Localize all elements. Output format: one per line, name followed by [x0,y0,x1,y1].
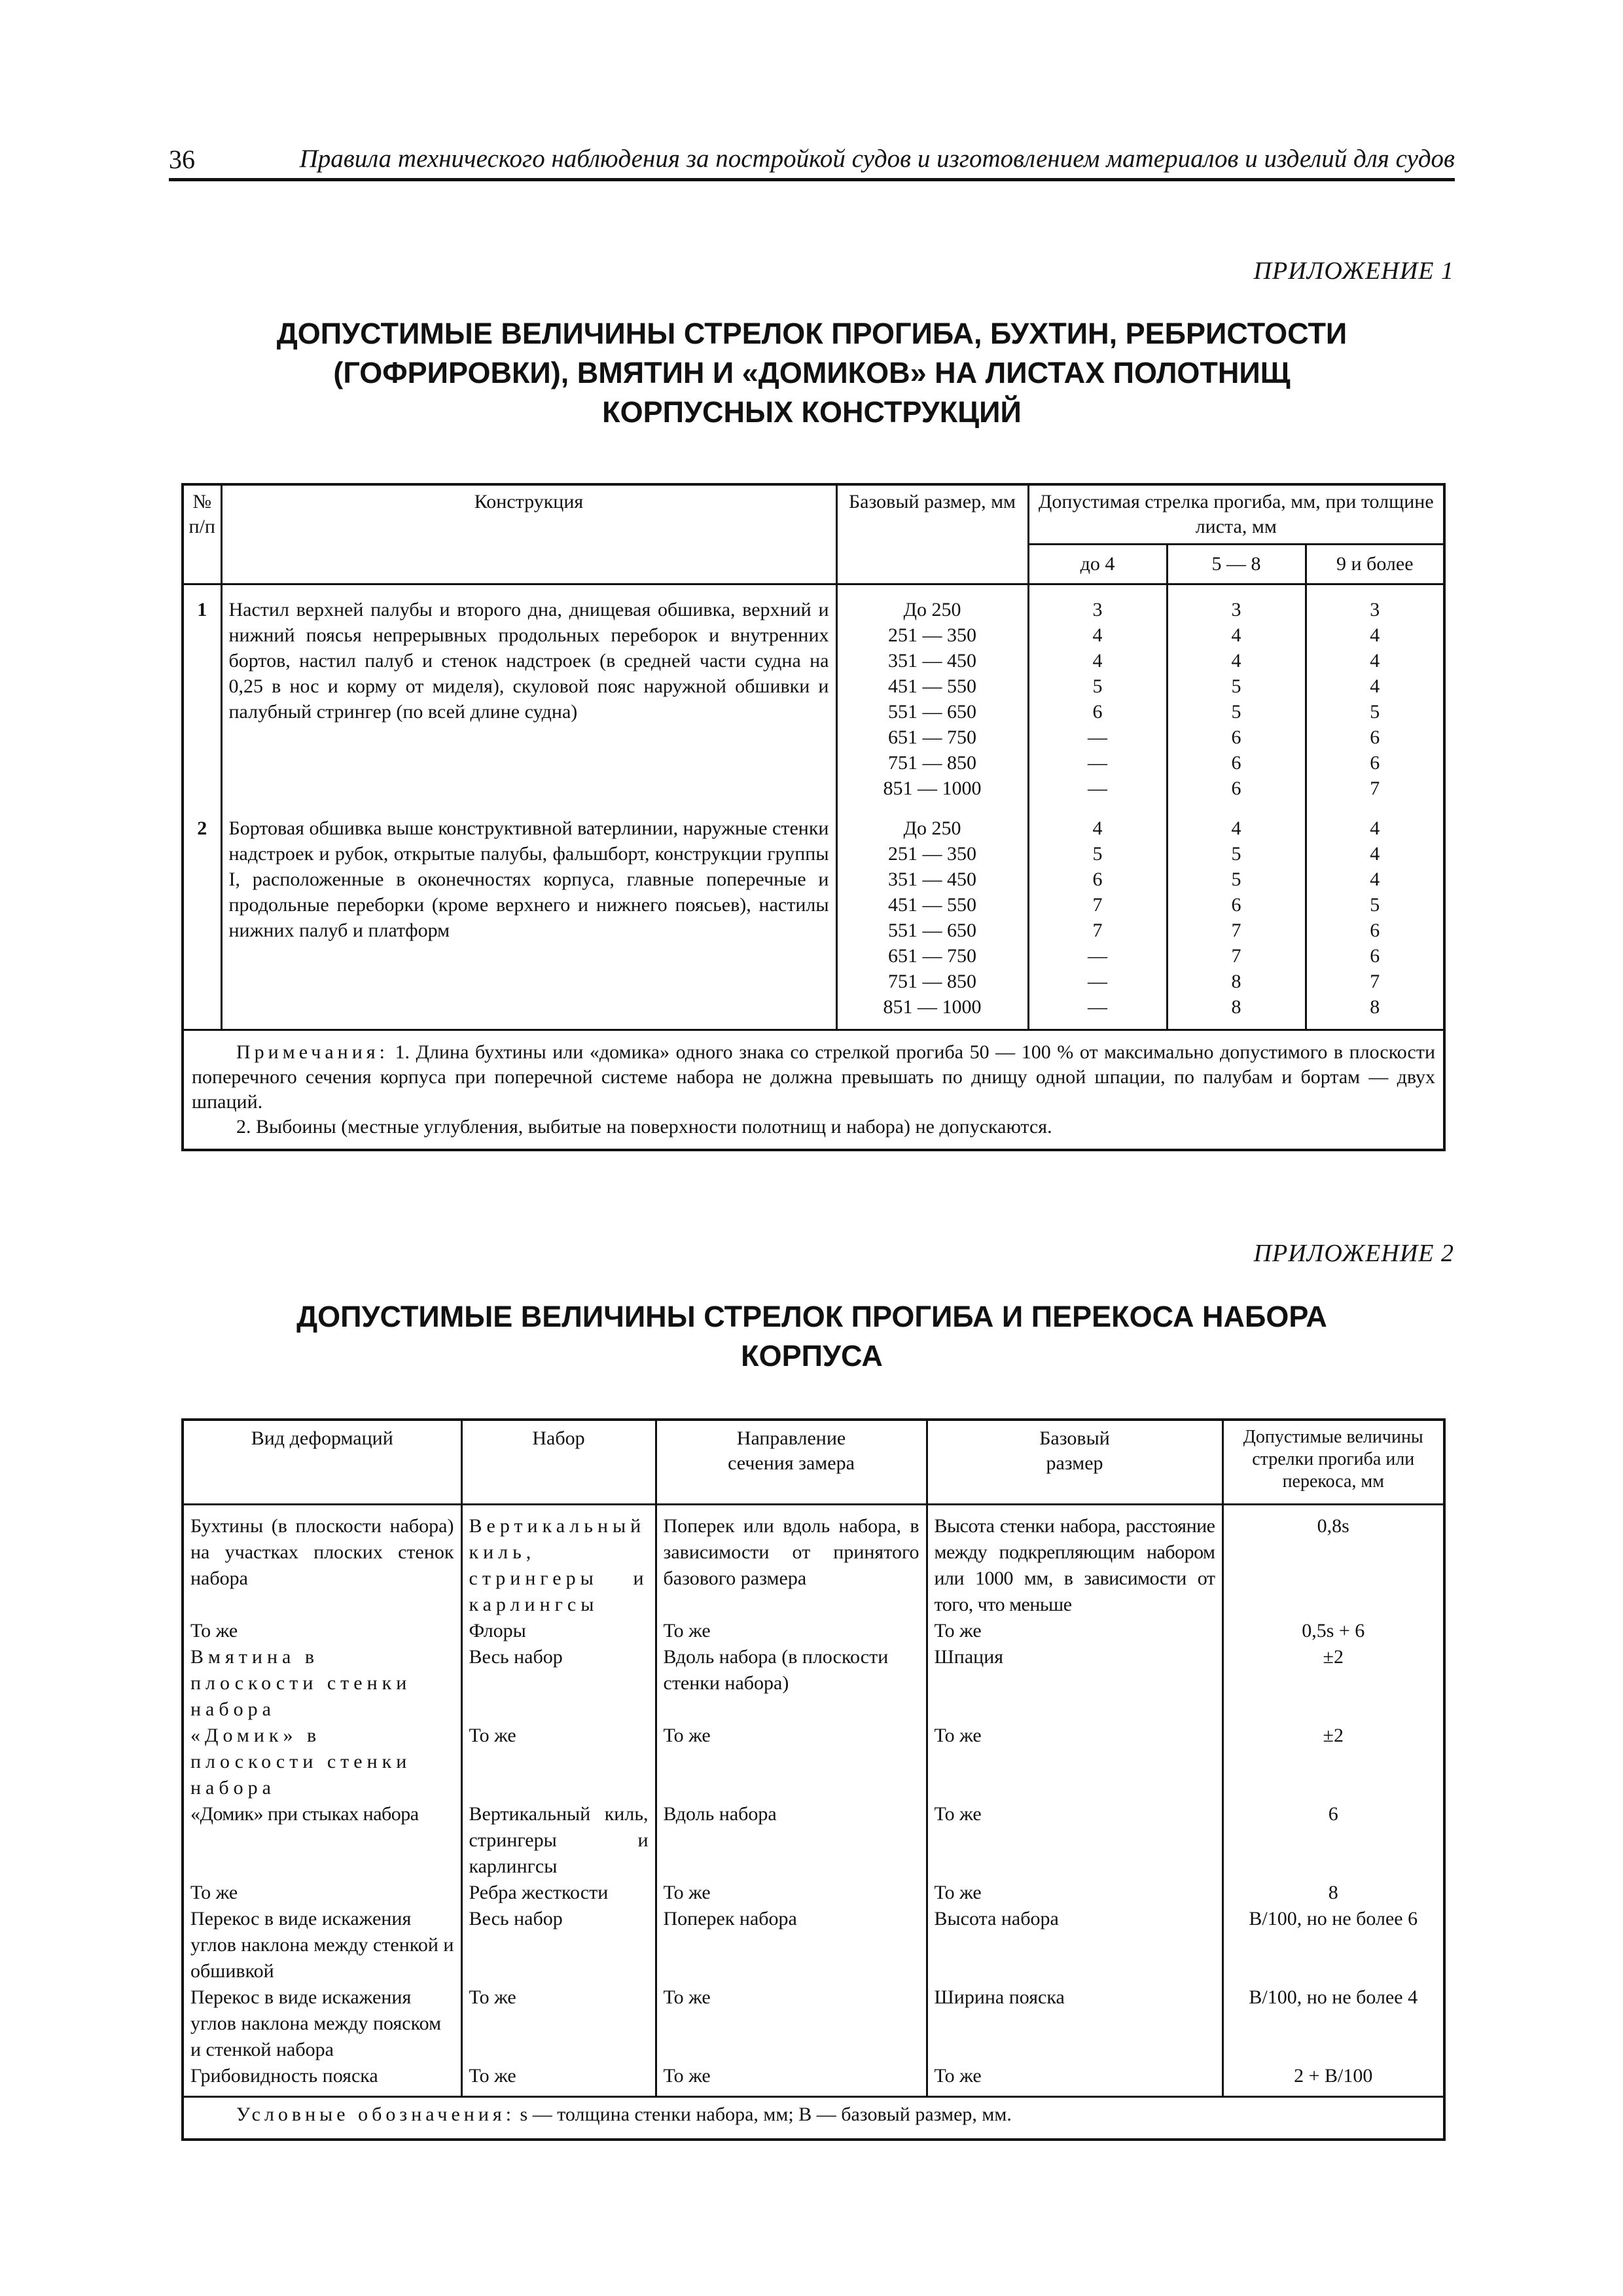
frame-cell: Вертикальный киль, стрингеры и карлингсы [461,1801,656,1880]
construction-text: Настил верхней палубы и второго дна, днищевая обшивка, верхний и нижний поясья непрерывных продольных переборок и внутренних бортов, настил палуб и стенок надстроек (в средней части судна на 0,25 в нос и корму от миделя), скуловой пояс наружной обшивки и палубный стрингер (по всей длине судна) [221,584,836,802]
base-size-list [836,584,1028,802]
header-frame: Набор [461,1420,656,1505]
cell-value: 4 [1370,817,1380,839]
header-thickness: 5 — 8 [1167,545,1306,584]
frame-cell: Ребра жесткости [461,1880,656,1906]
cell-value: — [1088,778,1107,799]
thickness-col-2 [1167,801,1306,1030]
table-row [183,1984,1444,2063]
appendix-2-title [169,1297,1455,1376]
cell-value: 651 — 750 [888,945,976,967]
value-cell: 0,8s [1222,1505,1444,1619]
header-base-size: Базовый размер, мм [836,484,1028,584]
cell-value: 4 [1370,843,1380,865]
deflection-table [181,483,1446,1151]
notes-label: Примечания: [236,1041,389,1063]
value-cell: B/100, но не более 6 [1222,1906,1444,1984]
cell-value: 7 [1092,894,1103,916]
header-allowed-values: Допустимые величины стрелки прогиба или перекоса, мм [1222,1420,1444,1505]
cell-value: 4 [1370,624,1380,646]
table-row [183,1505,1444,1619]
value-cell: 6 [1222,1801,1444,1880]
table-row [183,1618,1444,1644]
appendix-2-label: ПРИЛОЖЕНИЕ 2 [1253,1240,1454,1267]
table-notes [183,1030,1444,1151]
cell-value: 7 [1370,778,1380,799]
thickness-col-1 [1028,801,1167,1030]
note-1 [192,1040,1435,1115]
appendix-1-title [169,314,1455,432]
legend-label: Условные обозначения: [236,2104,516,2125]
cell-value: 5 [1231,675,1241,697]
value-cell: ±2 [1222,1644,1444,1723]
deformation-cell: То же [183,1880,461,1906]
appendix-1-title-line: ДОПУСТИМЫЕ ВЕЛИЧИНЫ СТРЕЛОК ПРОГИБА, БУХТИН, РЕБРИСТОСТИ [276,317,1347,350]
base-cell: Высота стенки набора, расстояние между подкрепляющим набором или 1000 мм, в зависимости от того, что меньше [927,1505,1222,1619]
cell-value: 4 [1370,869,1380,890]
table-row [183,1880,1444,1906]
base-cell: То же [927,1618,1222,1644]
header-construction: Конструкция [221,484,836,584]
cell-value: 251 — 350 [888,624,976,646]
cell-value: 4 [1231,624,1241,646]
table-row [183,2063,1444,2097]
base-cell: Ширина пояска [927,1984,1222,2063]
header-thickness: 9 и более [1306,545,1444,584]
frame-cell: Весь набор [461,1906,656,1984]
appendix-1-title-line: КОРПУСНЫХ КОНСТРУКЦИЙ [602,395,1022,429]
header-base-size: Базовый размер [927,1420,1222,1505]
cell-value: 5 [1370,701,1380,723]
frame-cell: Флоры [461,1618,656,1644]
deformation-cell: То же [183,1618,461,1644]
value-cell: ±2 [1222,1723,1444,1801]
value-cell: 8 [1222,1880,1444,1906]
frame-cell: То же [461,1723,656,1801]
cell-value: До 250 [903,817,961,839]
frame-cell: Вертикальный киль, стрингеры и карлингсы [461,1505,656,1619]
base-cell: Высота набора [927,1906,1222,1984]
table-row [183,801,1444,1030]
cell-value: 851 — 1000 [883,996,982,1018]
deformation-cell: Перекос в виде искажения углов наклона между стенкой и обшивкой [183,1906,461,1984]
cell-value: — [1088,971,1107,992]
frame-cell: То же [461,2063,656,2097]
cell-value: 3 [1092,599,1103,620]
cell-value: 451 — 550 [888,675,976,697]
thickness-col-1 [1028,584,1167,802]
base-cell: То же [927,2063,1222,2097]
thickness-col-2 [1167,584,1306,802]
cell-value: 3 [1231,599,1241,620]
table-row [183,1906,1444,1984]
running-title: Правила технического наблюдения за постройкой судов и изготовлением материалов и изделий для судов [299,145,1455,173]
cell-value: 5 [1231,843,1241,865]
cell-value: — [1088,945,1107,967]
direction-cell: То же [656,1618,927,1644]
table-row [183,1723,1444,1801]
cell-value: 4 [1231,650,1241,672]
base-cell: То же [927,1723,1222,1801]
cell-value: — [1088,996,1107,1018]
cell-value: 251 — 350 [888,843,976,865]
cell-value: 4 [1092,624,1103,646]
frame-cell: То же [461,1984,656,2063]
note-2-text: 2. Выбоины (местные углубления, выбитые на поверхности полотнищ и набора) не допускаются. [236,1116,1052,1138]
direction-cell: То же [656,1984,927,2063]
cell-value: 751 — 850 [888,752,976,774]
cell-value: 5 [1370,894,1380,916]
cell-value: 4 [1370,650,1380,672]
direction-cell: Вдоль набора [656,1801,927,1880]
deformation-cell: Вмятина в плоскости стенки набора [183,1644,461,1723]
cell-value: 851 — 1000 [883,778,982,799]
frame-deformation-table [181,1418,1446,2141]
cell-value: 6 [1370,752,1380,774]
value-cell: 2 + B/100 [1222,2063,1444,2097]
note-1-text: 1. Длина бухтины или «домика» одного знака со стрелкой прогиба 50 — 100 % от максимально допустимого в плоскости поперечного сечения корпуса при поперечной системе набора не должна превышать по днищу одной шпации, по палубам и бортам — двух шпаций. [192,1041,1436,1113]
appendix-1-label: ПРИЛОЖЕНИЕ 1 [1253,257,1454,285]
cell-value: 6 [1231,752,1241,774]
cell-value: 8 [1370,996,1380,1018]
value-cell: B/100, но не более 4 [1222,1984,1444,2063]
cell-value: — [1088,752,1107,774]
cell-value: 5 [1092,675,1103,697]
cell-value: До 250 [903,599,961,620]
table-legend [183,2097,1444,2140]
deformation-cell: «Домик» при стыках набора [183,1801,461,1880]
cell-value: 7 [1231,945,1241,967]
base-cell: То же [927,1801,1222,1880]
cell-value: 8 [1231,996,1241,1018]
cell-value: 6 [1370,920,1380,941]
cell-value: 8 [1231,971,1241,992]
direction-cell: То же [656,1880,927,1906]
header-deformation: Вид деформаций [183,1420,461,1505]
table-row [183,1644,1444,1723]
legend-text: s — толщина стенки набора, мм; B — базовый размер, мм. [520,2104,1012,2125]
direction-cell: То же [656,2063,927,2097]
cell-value: 6 [1370,945,1380,967]
cell-value: 7 [1370,971,1380,992]
cell-value: 5 [1231,701,1241,723]
base-cell: То же [927,1880,1222,1906]
cell-value: 351 — 450 [888,869,976,890]
header-num: № п/п [183,484,221,584]
cell-value: 5 [1092,843,1103,865]
cell-value: 451 — 550 [888,894,976,916]
row-number: 1 [183,584,221,802]
cell-value: — [1088,726,1107,748]
cell-value: 351 — 450 [888,650,976,672]
page-number: 36 [169,145,195,174]
table-row [183,584,1444,802]
row-number: 2 [183,801,221,1030]
cell-value: 5 [1231,869,1241,890]
cell-value: 751 — 850 [888,971,976,992]
appendix-2-title-line: ДОПУСТИМЫЕ ВЕЛИЧИНЫ СТРЕЛОК ПРОГИБА И ПЕРЕКОСА НАБОРА [296,1300,1327,1333]
frame-cell: Весь набор [461,1644,656,1723]
appendix-1-title-line: (ГОФРИРОВКИ), ВМЯТИН И «ДОМИКОВ» НА ЛИСТАХ ПОЛОТНИЩ [333,356,1291,389]
cell-value: 6 [1231,778,1241,799]
direction-cell: Вдоль набора (в плоскости стенки набора) [656,1644,927,1723]
cell-value: 4 [1231,817,1241,839]
appendix-2-title-line: КОРПУСА [741,1339,883,1372]
note-2 [192,1115,1435,1139]
cell-value: 3 [1370,599,1380,620]
deformation-cell: Грибовидность пояска [183,2063,461,2097]
deformation-cell: «Домик» в плоскости стенки набора [183,1723,461,1801]
direction-cell: То же [656,1723,927,1801]
base-cell: Шпация [927,1644,1222,1723]
cell-value: 7 [1092,920,1103,941]
cell-value: 7 [1231,920,1241,941]
cell-value: 551 — 650 [888,920,976,941]
value-cell: 0,5s + 6 [1222,1618,1444,1644]
cell-value: 4 [1092,817,1103,839]
cell-value: 6 [1092,701,1103,723]
base-size-list [836,801,1028,1030]
cell-value: 551 — 650 [888,701,976,723]
header-direction: Направление сечения замера [656,1420,927,1505]
deformation-cell: Бухтины (в плоскости набора) на участках плоских стенок набора [183,1505,461,1619]
header-thickness: до 4 [1028,545,1167,584]
cell-value: 6 [1092,869,1103,890]
cell-value: 6 [1370,726,1380,748]
cell-value: 651 — 750 [888,726,976,748]
table-row [183,1801,1444,1880]
construction-text: Бортовая обшивка выше конструктивной ватерлинии, наружные стенки надстроек и рубок, открытые палубы, фальшборт, конструкции группы I, расположенные в оконечностях корпуса, главные поперечные и продольные переборки (кроме верхнего и нижнего поясьев), настилы нижних палуб и платформ [221,801,836,1030]
thickness-col-3 [1306,801,1444,1030]
running-header [169,139,1455,181]
cell-value: 6 [1231,894,1241,916]
thickness-col-3 [1306,584,1444,802]
cell-value: 6 [1231,726,1241,748]
direction-cell: Поперек или вдоль набора, в зависимости от принятого базового размера [656,1505,927,1619]
cell-value: 4 [1092,650,1103,672]
cell-value: 4 [1370,675,1380,697]
deformation-cell: Перекос в виде искажения углов наклона между пояском и стенкой набора [183,1984,461,2063]
direction-cell: Поперек набора [656,1906,927,1984]
header-allowed-deflection: Допустимая стрелка прогиба, мм, при толщине листа, мм [1028,484,1444,545]
